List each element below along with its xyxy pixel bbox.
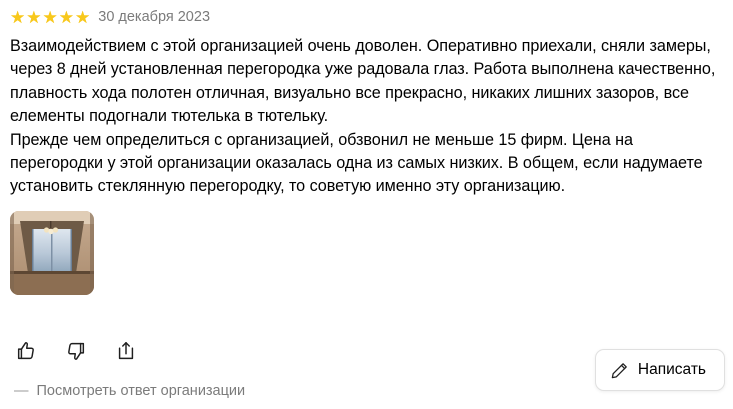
write-review-label: Написать	[637, 361, 706, 378]
review-date: 30 декабря 2023	[98, 9, 211, 25]
review-header	[10, 6, 723, 28]
like-icon	[15, 340, 37, 362]
org-answer-label: Посмотреть ответ организации	[36, 383, 246, 399]
like-button[interactable]	[14, 339, 38, 363]
org-answer-toggle[interactable]	[14, 383, 245, 399]
write-review-button[interactable]	[595, 349, 725, 391]
review-text	[10, 35, 723, 199]
org-answer-dash: —	[14, 383, 29, 399]
room-photo-image	[10, 211, 94, 295]
star-icon: ★	[58, 7, 74, 27]
star-icon: ★	[10, 7, 26, 27]
pencil-icon	[610, 361, 629, 380]
dislike-icon	[65, 340, 87, 362]
dislike-button[interactable]	[64, 339, 88, 363]
share-icon	[115, 340, 137, 362]
star-icon: ★	[42, 7, 58, 27]
review-paragraph: Взаимодействием с этой организацией очень доволен. Оперативно приехали, сняли замеры, через 8 дней установленная перегородка уже радовала глаз. Работа выполнена качественно, плавность хода полотен отличная, визуально все прекрасно, никаких лишних зазоров, все елементы подогнали тютелька в тютельку.	[10, 37, 716, 126]
review-actions	[14, 339, 138, 363]
review-photo[interactable]	[10, 211, 94, 295]
star-icon: ★	[75, 7, 91, 27]
rating-stars	[10, 9, 90, 26]
review-photos	[10, 211, 723, 295]
review-paragraph: Прежде чем определиться с организацией, обзвонил не меньше 15 фирм. Цена на перегородки у этой организации оказалась одна из самых низких. В общем, если надумаете установить стеклянную перегородку, то советую именно эту организацию.	[10, 130, 703, 196]
star-icon: ★	[26, 7, 42, 27]
share-button[interactable]	[114, 339, 138, 363]
